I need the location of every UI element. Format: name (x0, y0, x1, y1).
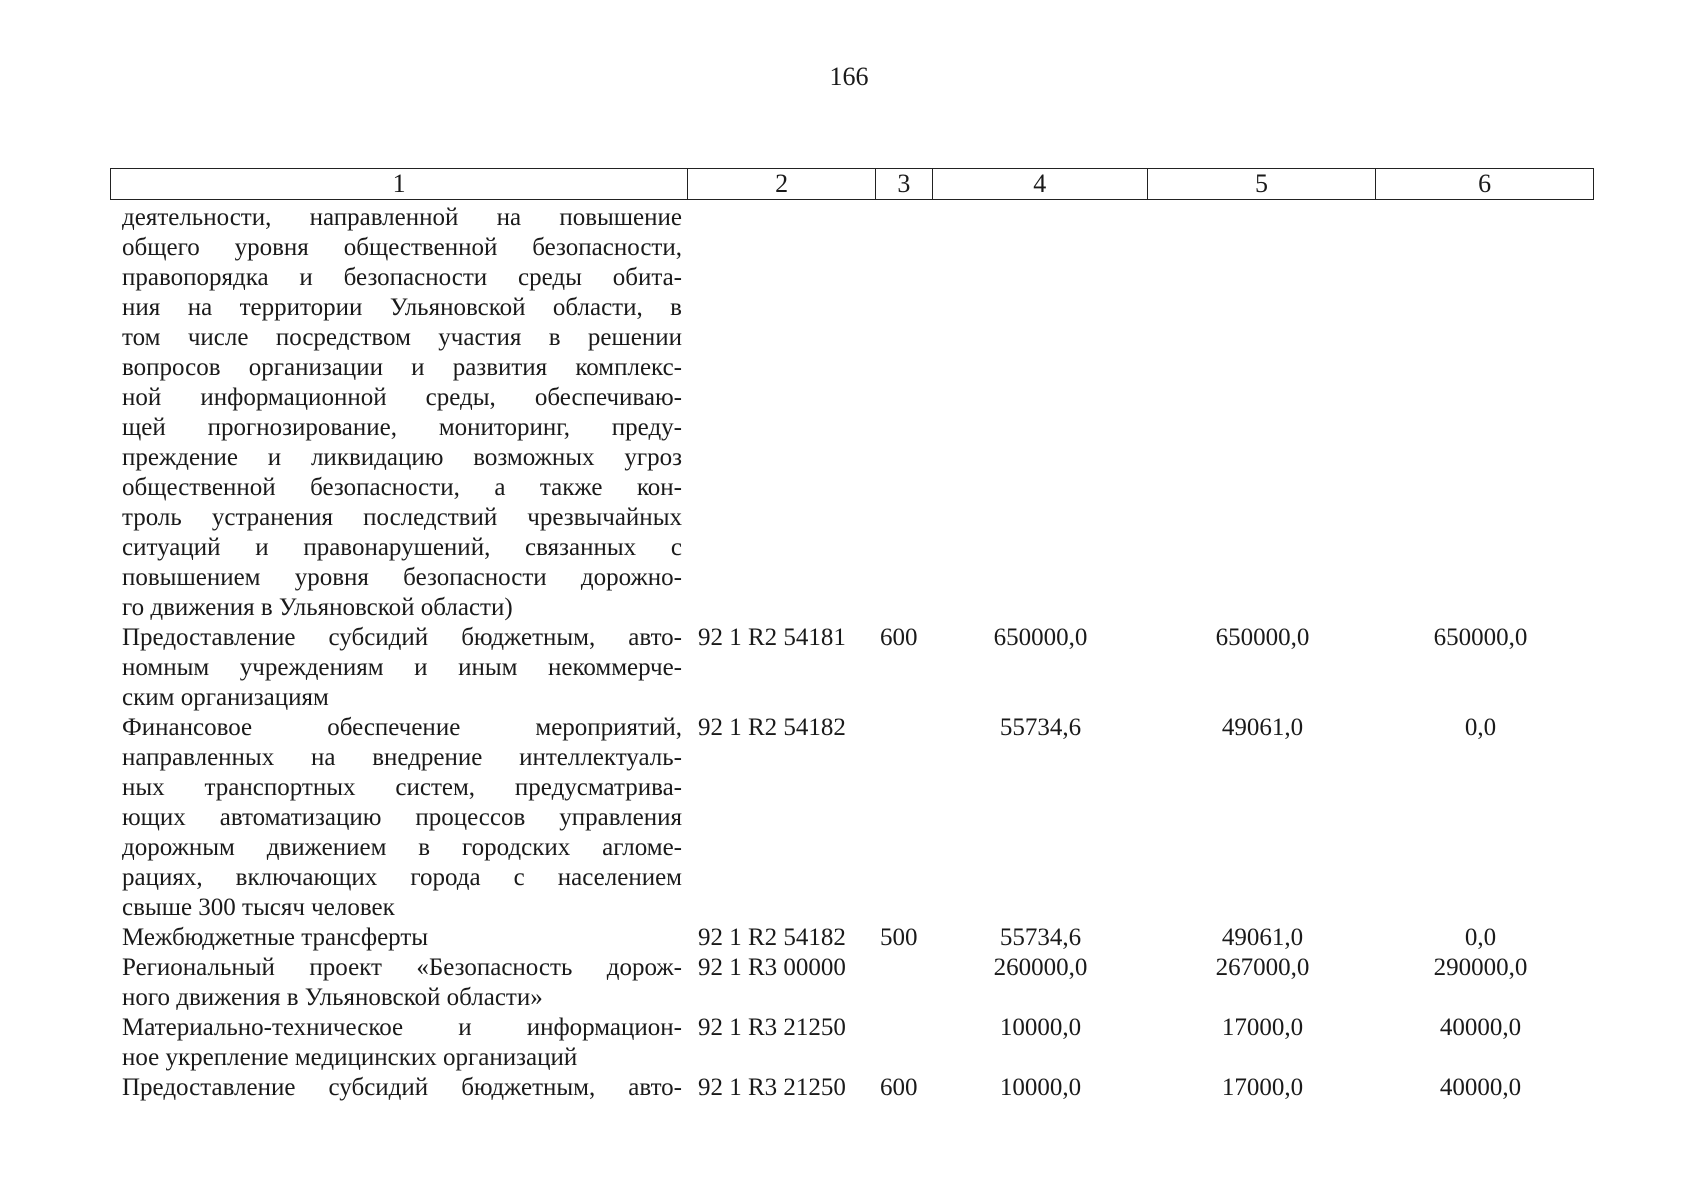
row-code: 92 1 R2 54182 (698, 714, 846, 741)
description-line: ющих автоматизацию процессов управления (122, 804, 682, 831)
description-line: вопросов организации и развития комплекс- (122, 354, 682, 381)
description-line: преждение и ликвидацию возможных угроз (122, 444, 682, 471)
row-code: 92 1 R2 54181 (698, 624, 846, 651)
row-type: 600 (880, 624, 918, 651)
row-value-2020: 650000,0 (1215, 624, 1310, 651)
table-body (110, 203, 1594, 1103)
description-line: направленных на внедрение интеллектуаль- (122, 744, 682, 771)
row-value-2019 (933, 203, 1148, 623)
description-line: ного движения в Ульяновской области» (122, 984, 543, 1011)
row-description (110, 923, 688, 953)
column-header-5: 5 (1148, 169, 1377, 199)
row-code: 92 1 R3 00000 (698, 954, 846, 981)
page-number: 166 (829, 62, 869, 91)
description-line: Финансовое обеспечение мероприятий, (122, 714, 682, 741)
row-code: 92 1 R2 54182 (698, 924, 846, 951)
row-value-2020: 17000,0 (1221, 1014, 1304, 1041)
description-line: повышением уровня безопасности дорожно- (122, 564, 682, 591)
description-line: рациях, включающих города с населением (122, 864, 682, 891)
table-row (110, 203, 1594, 623)
column-header-6: 6 (1478, 169, 1492, 198)
table-row (110, 953, 1594, 1013)
row-description (110, 623, 688, 713)
table-row (110, 923, 1594, 953)
description-line: ной информационной среды, обеспечиваю- (122, 384, 682, 411)
row-value-2020: 267000,0 (1215, 954, 1310, 981)
description-line: щей прогнозирование, мониторинг, преду- (122, 414, 682, 441)
description-line: общего уровня общественной безопасности, (122, 234, 682, 261)
row-value-2020: 17000,0 (1221, 1074, 1304, 1101)
row-value-2019: 650000,0 (993, 624, 1088, 651)
description-line: номным учреждениям и иным некоммерче- (122, 654, 682, 681)
table-header (110, 168, 1594, 200)
row-type (876, 1013, 933, 1073)
row-type: 600 (880, 1074, 918, 1101)
table-row (110, 1073, 1594, 1103)
row-value-2019: 10000,0 (999, 1074, 1082, 1101)
row-description (110, 203, 688, 623)
row-value-2021: 0,0 (1464, 714, 1497, 741)
description-line: Материально-техническое и информацион- (122, 1014, 682, 1041)
row-code (688, 203, 876, 623)
row-description (110, 713, 688, 923)
description-line: деятельности, направленной на повышение (122, 204, 682, 231)
column-header-3: 3 (876, 169, 933, 199)
row-type (876, 953, 933, 1013)
table-row (110, 713, 1594, 923)
row-description (110, 1073, 688, 1103)
column-header-2: 2 (688, 169, 876, 199)
table-row (110, 623, 1594, 713)
row-value-2019: 260000,0 (993, 954, 1088, 981)
row-description (110, 1013, 688, 1073)
table-row (110, 1013, 1594, 1073)
description-line: ное укрепление медицинских организаций (122, 1044, 578, 1071)
row-value-2021 (1377, 203, 1594, 623)
row-value-2021: 40000,0 (1439, 1074, 1522, 1101)
description-line: дорожным движением в городских агломе- (122, 834, 682, 861)
row-code: 92 1 R3 21250 (698, 1014, 846, 1041)
description-line: правопорядка и безопасности среды обита- (122, 264, 682, 291)
row-value-2019: 55734,6 (999, 714, 1082, 741)
description-line: го движения в Ульяновской области) (122, 594, 513, 621)
column-header-4: 4 (933, 169, 1148, 199)
row-value-2020: 49061,0 (1221, 924, 1304, 951)
row-value-2021: 290000,0 (1433, 954, 1528, 981)
description-line: Предоставление субсидий бюджетным, авто- (122, 1074, 682, 1101)
description-line: Региональный проект «Безопасность дорож- (122, 954, 682, 981)
description-line: ситуаций и правонарушений, связанных с (122, 534, 682, 561)
row-code: 92 1 R3 21250 (698, 1074, 846, 1101)
description-line: ским организациям (122, 684, 329, 711)
description-line: свыше 300 тысяч человек (122, 894, 395, 921)
description-line: ния на территории Ульяновской области, в (122, 294, 682, 321)
row-type: 500 (880, 924, 918, 951)
column-header-1: 1 (111, 169, 688, 199)
description-line: Межбюджетные трансферты (122, 924, 429, 951)
row-description (110, 953, 688, 1013)
row-value-2020 (1148, 203, 1377, 623)
description-line: том числе посредством участия в решении (122, 324, 682, 351)
row-type (876, 203, 933, 623)
row-value-2019: 55734,6 (999, 924, 1082, 951)
row-type (876, 713, 933, 923)
row-value-2021: 0,0 (1464, 924, 1497, 951)
row-value-2020: 49061,0 (1221, 714, 1304, 741)
row-value-2021: 40000,0 (1439, 1014, 1522, 1041)
row-value-2019: 10000,0 (999, 1014, 1082, 1041)
description-line: ных транспортных систем, предусматрива- (122, 774, 682, 801)
description-line: Предоставление субсидий бюджетным, авто- (122, 624, 682, 651)
description-line: общественной безопасности, а также кон- (122, 474, 682, 501)
description-line: троль устранения последствий чрезвычайных (122, 504, 682, 531)
row-value-2021: 650000,0 (1433, 624, 1528, 651)
